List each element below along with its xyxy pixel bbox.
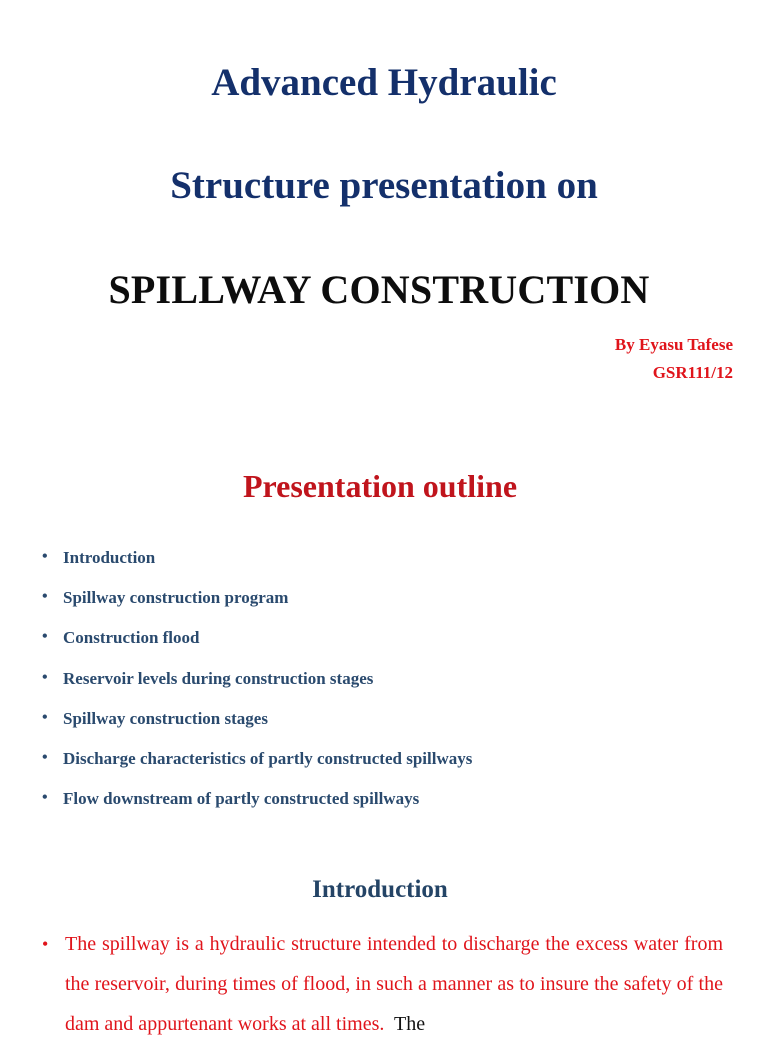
introduction-continuation: The bbox=[394, 1013, 426, 1035]
outline-item-label: Spillway construction program bbox=[63, 588, 289, 608]
outline-item-label: Discharge characteristics of partly constructed spillways bbox=[63, 748, 473, 768]
bullet-icon: • bbox=[42, 548, 48, 565]
outline-item-label: Introduction bbox=[63, 548, 156, 567]
bullet-icon: • bbox=[42, 708, 48, 726]
introduction-text bbox=[65, 924, 723, 1044]
outline-item bbox=[42, 548, 472, 588]
bullet-icon: • bbox=[42, 628, 48, 646]
outline-item bbox=[42, 749, 472, 789]
title-line-2: Structure presentation on bbox=[170, 164, 598, 207]
outline-item bbox=[42, 709, 472, 749]
title-line-1: Advanced Hydraulic bbox=[211, 61, 557, 104]
author-name: By Eyasu Tafese bbox=[614, 335, 733, 354]
introduction-body: The spillway is a hydraulic structure intended to discharge the excess water from the reservoir, during times of flood, in such a manner as to insure the safety of the dam and appurtenant works at all times. bbox=[65, 933, 723, 1035]
outline-item bbox=[42, 588, 472, 628]
bullet-icon: • bbox=[42, 934, 49, 954]
outline-item-label: Reservoir levels during construction stages bbox=[63, 668, 374, 688]
outline-item bbox=[42, 669, 472, 709]
introduction-paragraph bbox=[42, 924, 723, 1044]
introduction-heading: Introduction bbox=[312, 876, 448, 903]
outline-item-label: Flow downstream of partly constructed spillways bbox=[63, 789, 420, 809]
student-id: GSR111/12 bbox=[652, 363, 733, 382]
outline-item-label: Construction flood bbox=[63, 628, 200, 648]
outline-list bbox=[42, 548, 472, 829]
bullet-icon: • bbox=[42, 668, 48, 686]
bullet-icon: • bbox=[42, 789, 48, 807]
bullet-icon: • bbox=[42, 588, 48, 606]
outline-heading: Presentation outline bbox=[242, 468, 518, 504]
outline-item-label: Spillway construction stages bbox=[63, 708, 268, 728]
title-line-3: SPILLWAY CONSTRUCTION bbox=[108, 267, 650, 312]
bullet-icon: • bbox=[42, 748, 48, 766]
outline-item bbox=[42, 789, 472, 829]
outline-item bbox=[42, 628, 472, 668]
